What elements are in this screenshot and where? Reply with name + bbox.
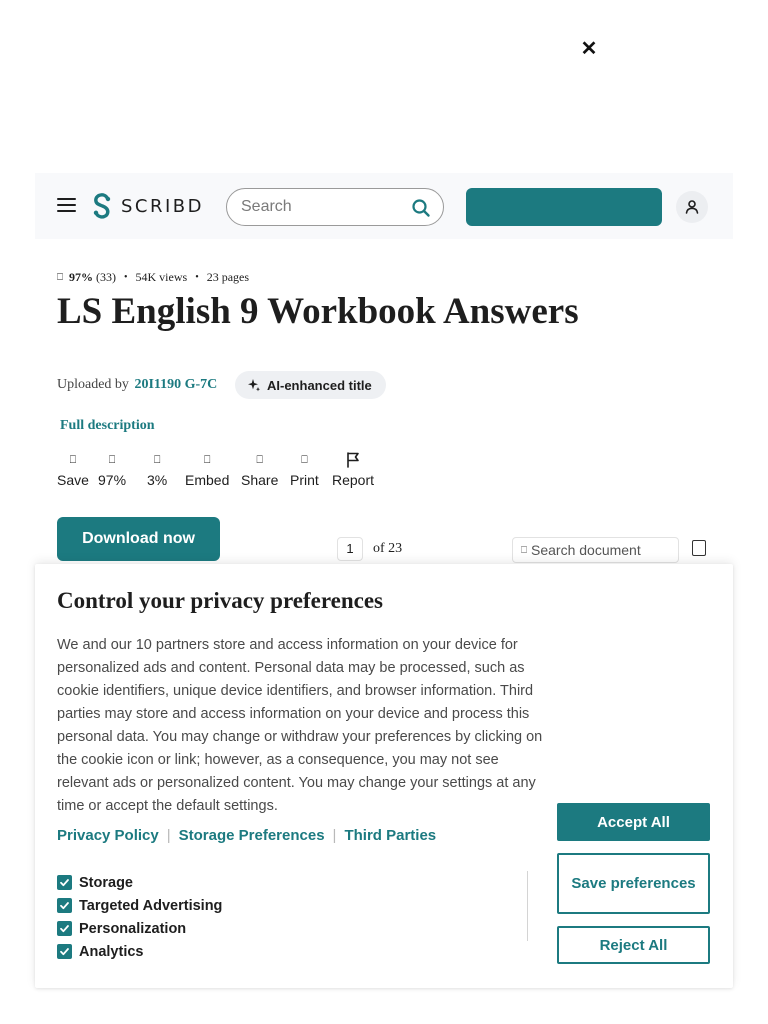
document-search[interactable] (512, 537, 679, 563)
storage-checkbox[interactable] (57, 871, 222, 894)
rating-percent: 97% (69, 270, 93, 284)
divider (527, 871, 528, 941)
privacy-preferences-panel (35, 564, 733, 988)
header-cta-button[interactable] (466, 188, 662, 226)
page-count: 23 pages (206, 270, 250, 284)
document-search-placeholder: Search document (531, 542, 641, 558)
document-title: LS English 9 Workbook Answers (57, 291, 579, 332)
consent-checkboxes (57, 871, 222, 963)
scribd-logo-icon (92, 192, 112, 220)
ai-chip-label: AI-enhanced title (267, 377, 372, 393)
flag-icon (346, 450, 360, 470)
sparkle-icon (247, 378, 261, 392)
checkmark-icon (57, 921, 72, 936)
rating-count: (33) (96, 270, 116, 284)
action-label: Print (290, 472, 319, 488)
checkmark-icon (57, 898, 72, 913)
privacy-policy-link[interactable]: Privacy Policy (57, 827, 159, 844)
privacy-body: We and our 10 partners store and access information on your device for personalized ads and content. Personal data may be processed, such as cookie identifiers, unique device identifiers, and browser information. Third parties may store and access information on your device and process this personal data. You may change or withdraw your preferences by clicking on the cookie icon or link; however, as a consequence, you may not see relevant ads or personalized content. You may change your settings at any time or accept the default settings. (57, 637, 543, 814)
action-label: Share (241, 472, 279, 488)
report-action[interactable] (332, 450, 374, 488)
thumbs-down-icon: ⎕ (153, 453, 161, 466)
analytics-checkbox[interactable] (57, 940, 222, 963)
action-label: Report (332, 472, 375, 488)
search-icon: ⎕ (521, 544, 527, 556)
downvote-action[interactable] (147, 450, 167, 488)
fullscreen-icon[interactable] (692, 540, 706, 556)
meta-separator: • (195, 272, 199, 283)
user-account-button[interactable] (676, 191, 708, 223)
embed-icon: ⎕ (203, 453, 211, 466)
checkbox-label: Personalization (79, 920, 187, 937)
targeted-advertising-checkbox[interactable] (57, 894, 222, 917)
user-icon (684, 199, 700, 215)
ai-enhanced-title-chip[interactable] (235, 371, 386, 399)
document-meta (57, 270, 249, 285)
privacy-links (57, 827, 436, 844)
personalization-checkbox[interactable] (57, 917, 222, 940)
thumbs-up-icon: ⎕ (108, 453, 116, 466)
hamburger-menu-icon[interactable] (57, 198, 76, 214)
checkbox-label: Storage (79, 874, 133, 891)
privacy-title: Control your privacy preferences (57, 588, 383, 613)
link-separator: | (332, 827, 337, 844)
search-input[interactable] (241, 197, 401, 217)
site-header (35, 173, 733, 239)
page-total: of 23 (373, 541, 403, 556)
checkmark-icon (57, 944, 72, 959)
action-label: 97% (98, 472, 127, 488)
scribd-logo[interactable] (92, 192, 204, 220)
checkbox-label: Analytics (79, 943, 144, 960)
logo-text: SCRIBD (121, 195, 205, 217)
uploaded-by (57, 377, 217, 393)
search-icon[interactable] (411, 198, 431, 218)
checkmark-icon (57, 875, 72, 890)
full-description-link[interactable]: Full description (60, 418, 155, 433)
meta-separator: • (124, 272, 128, 283)
embed-action[interactable] (185, 450, 229, 488)
rating-icon: ⎕ (57, 272, 63, 283)
accept-all-button[interactable]: Accept All (557, 803, 710, 841)
site-search[interactable] (226, 188, 444, 226)
print-action[interactable] (290, 450, 319, 488)
share-icon: ⎕ (256, 453, 263, 466)
storage-preferences-link[interactable]: Storage Preferences (178, 827, 325, 844)
action-label: Save (57, 472, 89, 488)
page-navigator (337, 537, 402, 561)
current-page-input[interactable]: 1 (337, 537, 363, 561)
print-icon: ⎕ (301, 453, 308, 466)
bookmark-icon: ⎕ (69, 453, 77, 466)
checkbox-label: Targeted Advertising (79, 897, 223, 914)
reject-all-button[interactable]: Reject All (557, 926, 710, 964)
upvote-action[interactable] (98, 450, 126, 488)
save-preferences-button[interactable]: Save preferences (557, 853, 710, 914)
third-parties-link[interactable]: Third Parties (344, 827, 437, 844)
save-action[interactable] (57, 450, 89, 488)
uploaded-by-label: Uploaded by (57, 377, 129, 392)
link-separator: | (166, 827, 171, 844)
uploader-link[interactable]: 20I1190 G-7C (134, 377, 218, 392)
close-overlay-button[interactable]: ✕ (580, 38, 598, 60)
view-count: 54K views (135, 270, 188, 284)
download-now-button[interactable]: Download now (57, 517, 220, 561)
action-label: Embed (185, 472, 230, 488)
action-label: 3% (147, 472, 168, 488)
share-action[interactable] (241, 450, 278, 488)
